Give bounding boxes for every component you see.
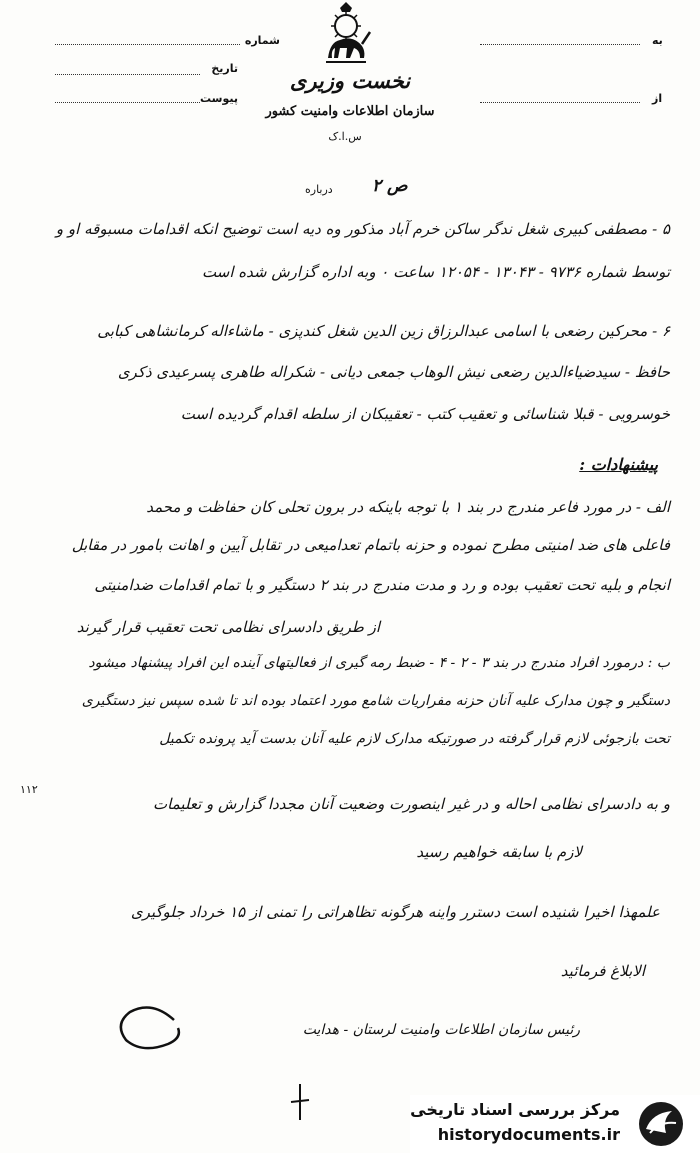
para-final: علمهذا اخیرا شنیده است دسترر واینه هرگونه تظاهراتی را تمنی از ۱۵ خرداد جلوگیری [130, 903, 660, 921]
para-close-line-2: لازم با سابقه خواهیم رسید [416, 843, 582, 861]
body-line-3: ۶ - محرکین رضعی با اسامی عبدالرزاق زین الدین شغل کندپزی - ماشاءاله کرمانشاهی کبابی [97, 322, 670, 340]
body-line-2: توسط شماره ۹۷۳۶ - ۱۳۰۴۳ - ۱۲۰۵۴ ساعت ۰ وبه اداره گزارش شده است [202, 263, 670, 281]
date-dotted-line [55, 74, 200, 75]
attachment-dotted-line [55, 102, 200, 103]
signature-line: رئیس سازمان اطلاعات وامنیت لرستان - هدایت [302, 1022, 580, 1038]
signature-flourish-icon [112, 1000, 192, 1055]
org-title: نخست وزیری [289, 68, 411, 93]
margin-number: ۱۱۲ [20, 783, 38, 796]
org-subtitle: سازمان اطلاعات وامنیت کشور [265, 104, 435, 119]
attachment-label: پیوست [200, 92, 238, 105]
subject-label: درباره [305, 183, 333, 196]
date-label: تاریخ [211, 62, 238, 75]
closing-line: الابلاغ فرمائید [560, 962, 645, 980]
archive-footer [410, 1095, 700, 1153]
archive-logo-icon [632, 1099, 690, 1149]
lion-and-sun-emblem-icon [320, 2, 372, 64]
to-dotted-line [480, 44, 640, 45]
section-heading: پیشنهادات : [579, 455, 658, 474]
to-label: به [652, 34, 663, 47]
from-label: از [652, 92, 663, 105]
para-be-line-2: دستگیر و چون مدارک علیه آنان حزنه مفراریات شامع مورد اعتماد بوده اند تا شده سپس نیز دستگیری [81, 693, 670, 709]
body-line-4: حافظ - سیدضیاءالدین رضعی نیش الوهاب جمعی دیانی - شکراله طاهری پسرعیدی ذکری [117, 363, 670, 381]
archive-name: مرکز بررسی اسناد تاریخی [410, 1100, 620, 1119]
para-be-line-1: ب : درمورد افراد مندرج در بند ۳ - ۲ - ۴ - ضبط رمه گیری از فعالیتهای آینده این افراد پیشنهاد میشود [88, 655, 670, 671]
para-alef-line-1: الف - در مورد فاعر مندرج در بند ۱ با توجه باینکه در برون تحلی کان حفاظت و محمد [146, 498, 670, 516]
body-line-5: خوسرویی - قبلا شناسائی و تعقیب کتب - تعقیبکان از سلطه اقدام گردیده است [180, 405, 670, 423]
signature-stroke-icon [285, 1082, 315, 1122]
number-label: شماره [244, 34, 280, 47]
para-alef-line-2: فاعلی های ضد امنیتی مطرح نموده و حزنه باتمام تعدامیعی در تقابل آیین و اهانت بامور در مقابل [71, 536, 670, 554]
reference-code: س.ا.ک [328, 130, 362, 143]
archive-url: historydocuments.ir [437, 1125, 620, 1144]
para-alef-line-4: از طریق دادسرای نظامی تحت تعقیب قرار گیرند [76, 618, 380, 636]
number-dotted-line [55, 44, 240, 45]
para-close-line-1: و به دادسرای نظامی احاله و در غیر اینصورت وضعیت آنان مجددا گزارش و تعلیمات [153, 795, 670, 813]
from-dotted-line [480, 102, 640, 103]
page-marker: ص ۲ [372, 176, 408, 196]
para-alef-line-3: انجام و بلیه تحت تعقیب بوده و رد و مدت مندرج در بند ۲ دستگیر و با تمام اقدامات ضدامنیتی [94, 576, 670, 594]
body-line-1: ۵ - مصطفی کبیری شغل ندگر ساکن خرم آباد مذکور وه دیه است توضیح انکه اقدامات مسبوقه او و [55, 220, 670, 238]
para-be-line-3: تحت بازجوئی لازم قرار گرفته در صورتیکه مدارک لازم علیه آنان بدست آید پرونده تکمیل [159, 731, 670, 747]
